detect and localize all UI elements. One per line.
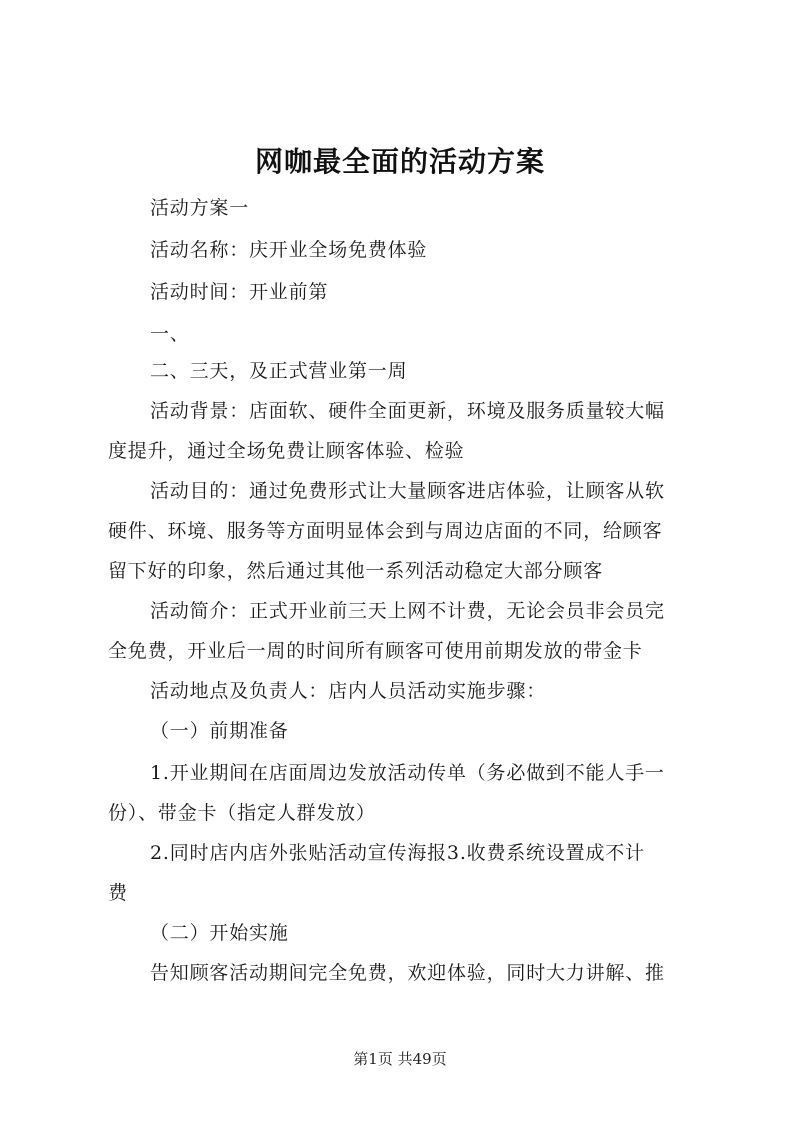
text-line: 活动名称：庆开业全场免费体验 <box>150 239 428 261</box>
text-line: 活动方案一 <box>150 197 250 219</box>
text-line: 全免费，开业后一周的时间所有顾客可使用前期发放的带金卡 <box>108 640 643 662</box>
text-line: 一、 <box>150 323 190 345</box>
text-line: 活动背景：店面软、硬件全面更新，环境及服务质量较大幅 <box>150 400 665 422</box>
text-line: 度提升，通过全场免费让顾客体验、检验 <box>108 440 465 462</box>
text-line: 2.同时店内店外张贴活动宣传海报3.收费系统设置成不计 <box>150 842 645 864</box>
text-line: 活动目的：通过免费形式让大量顾客进店体验，让顾客从软 <box>150 480 665 502</box>
text-line: （一）前期准备 <box>150 720 289 742</box>
document-title: 网咖最全面的活动方案 <box>254 145 545 178</box>
page-number-footer: 第1页 共49页 <box>353 1050 447 1068</box>
text-line: 活动简介：正式开业前三天上网不计费，无论会员非会员完 <box>150 600 665 622</box>
text-line: 告知顾客活动期间完全免费，欢迎体验，同时大力讲解、推 <box>150 962 665 984</box>
text-line: 活动地点及负责人：店内人员活动实施步骤： <box>150 680 547 702</box>
text-line: 留下好的印象，然后通过其他一系列活动稳定大部分顾客 <box>108 560 604 582</box>
text-line: 硬件、环境、服务等方面明显体会到与周边店面的不同，给顾客 <box>108 520 663 542</box>
text-line: （二）开始实施 <box>150 922 289 944</box>
text-line: 活动时间：开业前第 <box>150 281 329 303</box>
text-line: 份）、带金卡（指定人群发放） <box>108 802 376 824</box>
text-line: 二、三天，及正式营业第一周 <box>150 360 408 382</box>
text-line: 费 <box>108 882 128 904</box>
text-line: 1.开业期间在店面周边发放活动传单（务必做到不能人手一 <box>150 762 665 784</box>
